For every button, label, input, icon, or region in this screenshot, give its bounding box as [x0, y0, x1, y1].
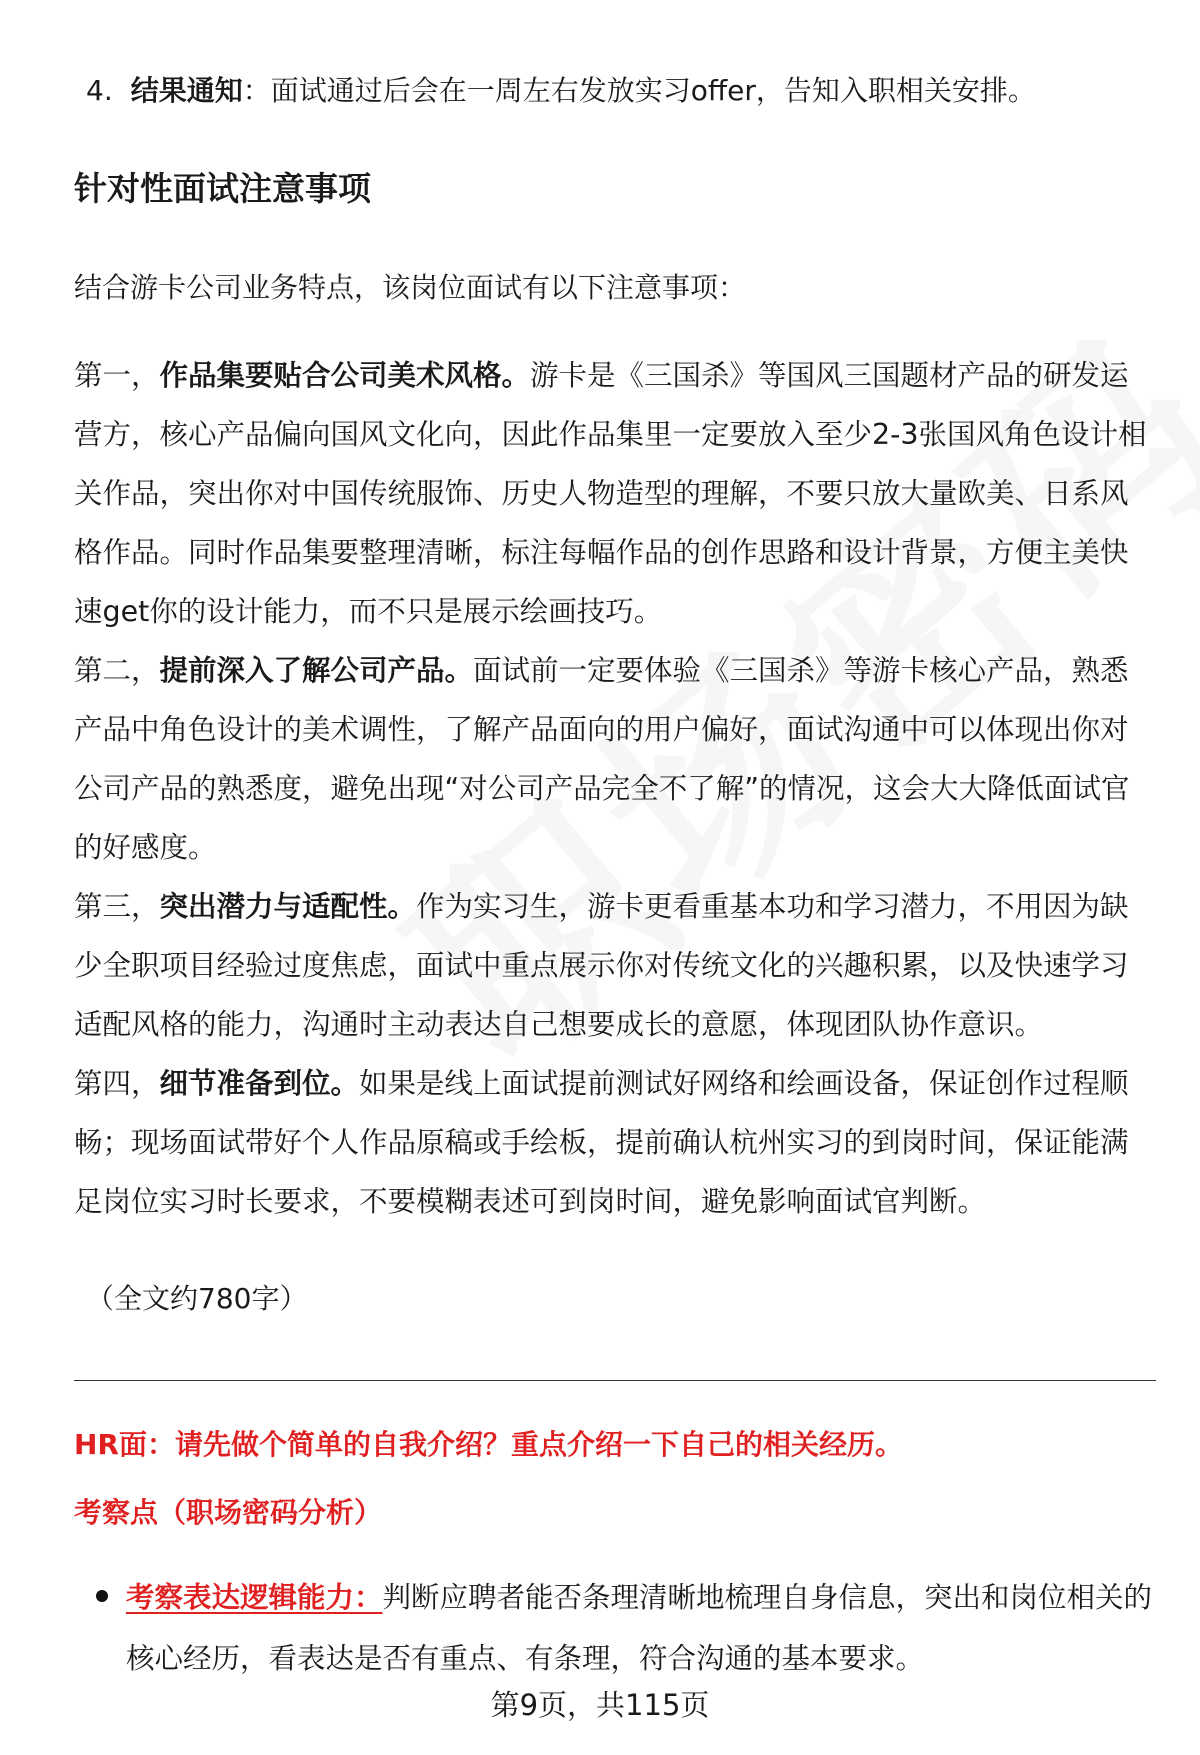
tips-body [74, 346, 1154, 1231]
exam-points-heading: 考察点（职场密码分析） [74, 1496, 383, 1529]
intro-paragraph: 结合游卡公司业务特点，该岗位面试有以下注意事项： [74, 271, 747, 304]
tip-prefix: 第一， [74, 359, 160, 392]
page-number-footer: 第9页，共115页 [490, 1688, 710, 1722]
tip-text: 如果是线上面试提前测试好网络和绘画设备，保证创作过程顺畅；现场面试带好个人作品原稿或手绘板，提前确认杭州实习的到岗时间，保证能满足岗位实习时长要求，不要模糊表述可到岗时间，避免影响面试官判断。 [74, 1067, 1129, 1218]
word-count-note: （全文约780字） [86, 1282, 308, 1315]
list-item-text: ：面试通过后会在一周左右发放实习offer，告知入职相关安排。 [242, 74, 1036, 107]
exam-point-label: 考察表达逻辑能力： [126, 1581, 383, 1614]
exam-point-text [126, 1567, 1156, 1689]
list-item-result-notice [86, 66, 1036, 116]
tip-paragraph-1 [74, 346, 1154, 641]
tip-prefix: 第三， [74, 890, 160, 923]
tip-text: 面试前一定要体验《三国杀》等游卡核心产品，熟悉产品中角色设计的美术调性，了解产品面向的用户偏好，面试沟通中可以体现出你对公司产品的熟悉度，避免出现“对公司产品完全不了解”的情况，这会大大降低面试官的好感度。 [74, 654, 1130, 864]
tip-prefix: 第二， [74, 654, 160, 687]
bullet-dot-icon [96, 1590, 108, 1602]
tip-text: 作为实习生，游卡更看重基本功和学习潜力，不用因为缺少全职项目经验过度焦虑，面试中重点展示你对传统文化的兴趣积累，以及快速学习适配风格的能力，沟通时主动表达自己想要成长的意愿，体现团队协作意识。 [74, 890, 1129, 1041]
hr-question-heading: HR面：请先做个简单的自我介绍？重点介绍一下自己的相关经历。 [74, 1428, 903, 1461]
tip-bold: 作品集要贴合公司美术风格。 [159, 359, 531, 392]
tip-paragraph-2 [74, 641, 1154, 877]
section-divider [74, 1380, 1156, 1381]
tip-bold: 细节准备到位。 [159, 1067, 360, 1100]
tip-paragraph-4 [74, 1054, 1154, 1231]
tip-text: 游卡是《三国杀》等国风三国题材产品的研发运营方，核心产品偏向国风文化向，因此作品集里一定要放入至少2-3张国风角色设计相关作品，突出你对中国传统服饰、历史人物造型的理解，不要只放大量欧美、日系风格作品。同时作品集要整理清晰，标注每幅作品的创作思路和设计背景，方便主美快速get你的设计能力，而不只是展示绘画技巧。 [74, 359, 1147, 628]
tip-bold: 提前深入了解公司产品。 [159, 654, 474, 687]
tip-bold: 突出潜力与适配性。 [159, 890, 417, 923]
list-number: 4. [86, 74, 113, 107]
section-heading: 针对性面试注意事项 [74, 169, 371, 208]
tip-prefix: 第四， [74, 1067, 160, 1100]
tip-paragraph-3 [74, 877, 1154, 1054]
exam-point-item [96, 1567, 1156, 1689]
list-item-label: 结果通知 [130, 74, 243, 107]
exam-point-body: 判断应聘者能否条理清晰地梳理自身信息，突出和岗位相关的核心经历，看表达是否有重点、有条理，符合沟通的基本要求。 [126, 1581, 1153, 1675]
